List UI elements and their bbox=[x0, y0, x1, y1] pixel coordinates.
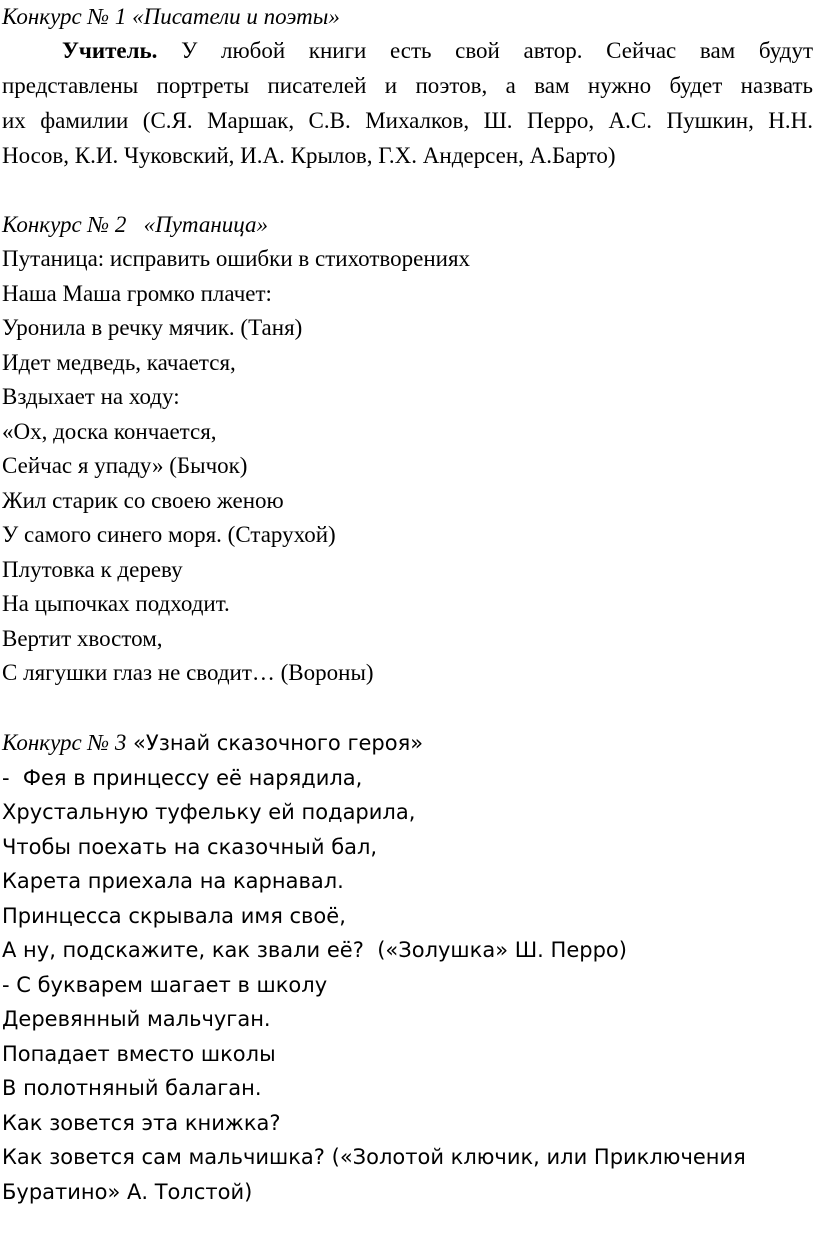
contest3-line-13: Буратино» А. Толстой) bbox=[2, 1180, 253, 1204]
contest2-line-11: На цыпочках подходит. bbox=[2, 591, 230, 616]
teacher-label: Учитель. bbox=[62, 38, 158, 63]
contest2-line-4: Идет медведь, качается, bbox=[2, 350, 236, 375]
contest1-paragraph-line-1 bbox=[62, 34, 813, 68]
contest2-line-6: «Ох, доска кончается, bbox=[2, 419, 217, 444]
contest2-line-9: У самого синего моря. (Старухой) bbox=[2, 522, 336, 547]
contest3-heading bbox=[2, 726, 423, 760]
contest3-line-9: Попадает вместо школы bbox=[2, 1042, 276, 1066]
contest1-line-2: представлены портреты писателей и поэтов, а вам нужно будет назвать bbox=[2, 73, 813, 98]
contest1-line-3: их фамилии (С.Я. Маршак, С.В. Михалков, Ш. Перро, А.С. Пушкин, Н.Н. bbox=[2, 108, 813, 133]
contest1-line-1: У любой книги есть свой автор. Сейчас вам будут bbox=[157, 38, 813, 63]
contest3-line-4: Карета приехала на карнавал. bbox=[2, 869, 344, 893]
contest3-line-1: - Фея в принцессу её нарядила, bbox=[2, 766, 363, 790]
contest3-line-8: Деревянный мальчуган. bbox=[2, 1007, 271, 1031]
contest3-line-12: Как зовется сам мальчишка? («Золотой ключик, или Приключения bbox=[2, 1145, 746, 1169]
contest3-line-3: Чтобы поехать на сказочный бал, bbox=[2, 835, 378, 859]
contest2-heading: Конкурс № 2 «Путаница» bbox=[2, 212, 269, 237]
contest1-heading: Конкурс № 1 «Писатели и поэты» bbox=[2, 4, 340, 29]
contest2-line-13: С лягушки глаз не сводит… (Вороны) bbox=[2, 660, 374, 685]
contest2-line-8: Жил старик со своею женою bbox=[2, 488, 284, 513]
contest3-line-2: Хрустальную туфельку ей подарила, bbox=[2, 800, 416, 824]
contest3-heading-title: «Узнай сказочного героя» bbox=[126, 731, 424, 755]
contest2-line-5: Вздыхает на ходу: bbox=[2, 384, 180, 409]
contest2-line-7: Сейчас я упаду» (Бычок) bbox=[2, 453, 248, 478]
contest3-line-11: Как зовется эта книжка? bbox=[2, 1111, 281, 1135]
contest2-line-3: Уронила в речку мячик. (Таня) bbox=[2, 315, 303, 340]
contest2-line-12: Вертит хвостом, bbox=[2, 626, 163, 651]
contest2-line-1: Путаница: исправить ошибки в стихотворениях bbox=[2, 246, 471, 271]
contest2-line-10: Плутовка к дереву bbox=[2, 557, 183, 582]
contest1-line-4: Носов, К.И. Чуковский, И.А. Крылов, Г.Х. Андерсен, А.Барто) bbox=[2, 143, 616, 168]
contest3-heading-label: Конкурс № 3 bbox=[2, 730, 127, 755]
contest2-line-2: Наша Маша громко плачет: bbox=[2, 281, 272, 306]
contest3-line-7: - С букварем шагает в школу bbox=[2, 973, 328, 997]
contest3-line-10: В полотняный балаган. bbox=[2, 1076, 262, 1100]
contest3-line-6: А ну, подскажите, как звали её? («Золушка» Ш. Перро) bbox=[2, 938, 627, 962]
contest3-line-5: Принцесса скрывала имя своё, bbox=[2, 904, 346, 928]
